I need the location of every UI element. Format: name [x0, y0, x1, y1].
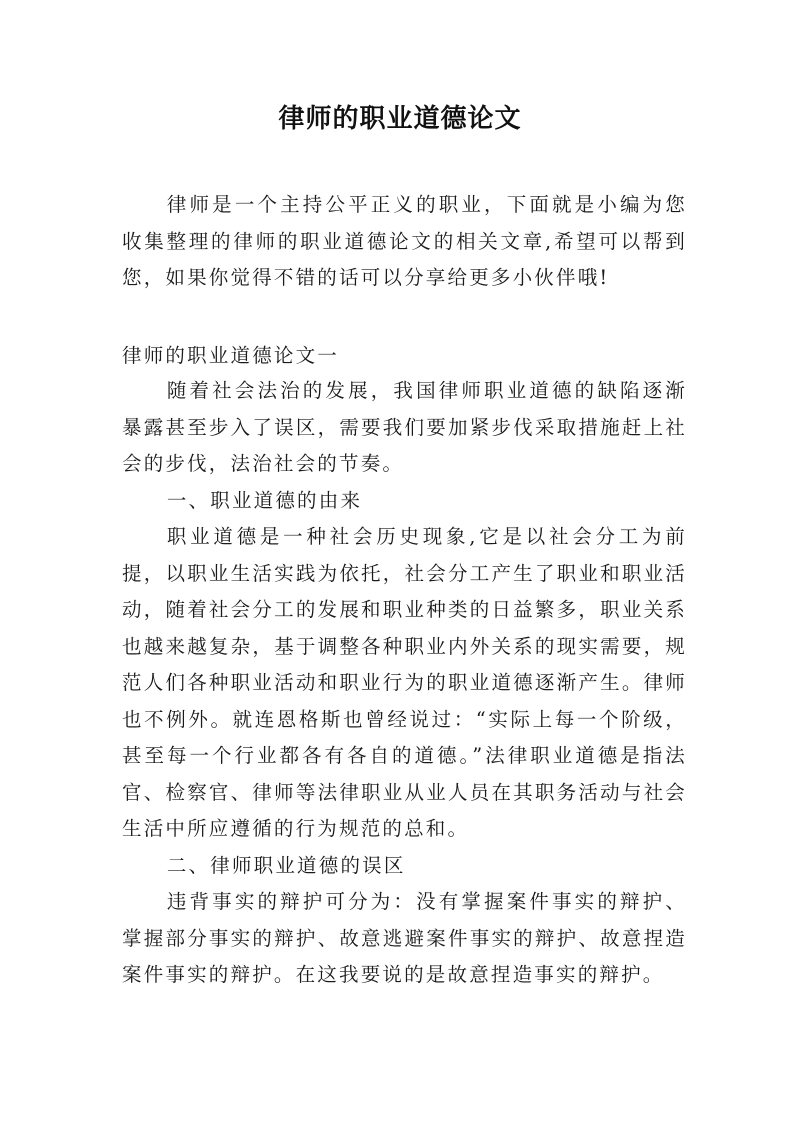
- paragraph-intro-development: 随着社会法治的发展，我国律师职业道德的缺陷逐渐暴露甚至步入了误区，需要我们要加紧步伐采取措施赶上社会的步伐，法治社会的节奏。: [122, 379, 687, 475]
- heading-misconceptions: 二、律师职业道德的误区: [166, 853, 406, 877]
- heading-origin-of-ethics: 一、职业道德的由来: [166, 488, 363, 512]
- body-text: [122, 373, 687, 994]
- document-title: 律师的职业道德论文: [278, 104, 522, 134]
- intro-paragraph: 律师是一个主持公平正义的职业，下面就是小编为您收集整理的律师的职业道德论文的相关文章,希望可以帮到您，如果你觉得不错的话可以分享给更多小伙伴哦!: [122, 193, 687, 289]
- paragraph-misconceptions: 违背事实的辩护可分为：没有掌握案件事实的辩护、掌握部分事实的辩护、故意逃避案件事实的辩护、故意捏造案件事实的辩护。在这我要说的是故意捏造事实的辩护。: [122, 890, 687, 986]
- section-title: 律师的职业道德论文一: [122, 344, 340, 367]
- paragraph-origin-of-ethics: 职业道德是一种社会历史现象,它是以社会分工为前提，以职业生活实践为依托，社会分工产生了职业和职业活动，随着社会分工的发展和职业种类的日益繁多，职业关系也越来越复杂，基于调整各种职业内外关系的现实需要，规范人们各种职业活动和职业行为的职业道德逐渐产生。律师也不例外。就连恩格斯也曾经说过：“实际上每一个阶级，甚至每一个行业都各有各自的道德。”法律职业道德是指法官、检察官、律师等法律职业从业人员在其职务活动与社会生活中所应遵循的行为规范的总和。: [122, 525, 687, 840]
